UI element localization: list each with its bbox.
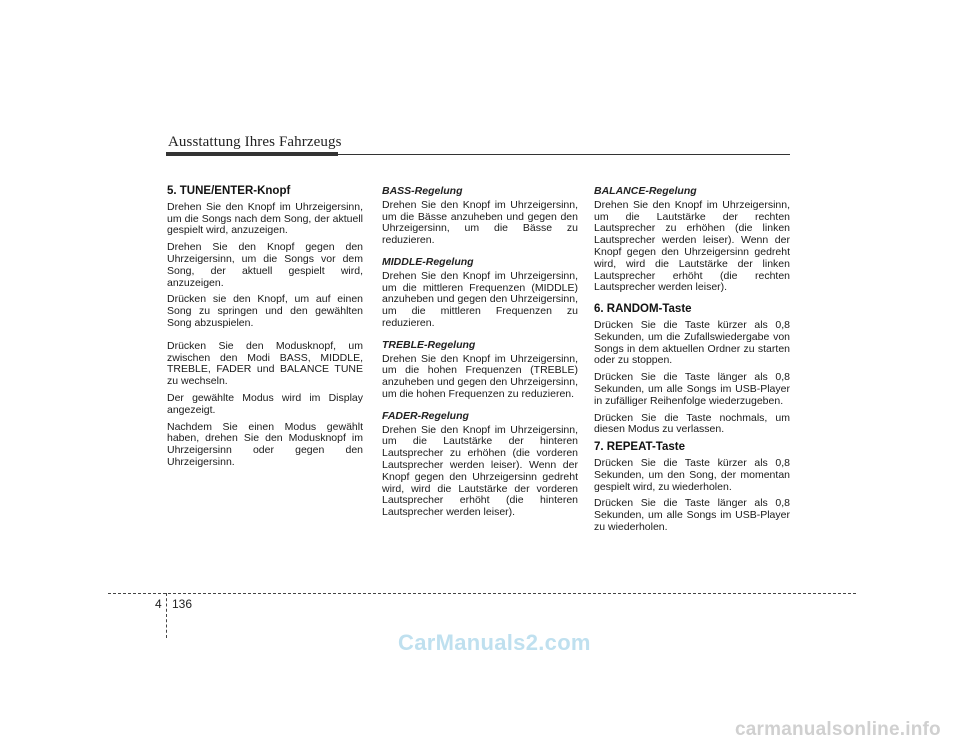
column-1 [167,186,363,474]
repeat-paragraph-1: Drücken Sie die Taste kürzer als 0,8 Sekunden, um den Song, der momentan gespielt wird, zu wiederholen. [594,456,790,493]
random-paragraph-1: Drücken Sie die Taste kürzer als 0,8 Sekunden, um die Zufallswiedergabe von Songs in dem aktuellen Ordner zu starten oder zu stoppen. [594,318,790,367]
fader-text: Drehen Sie den Knopf im Uhrzeigersinn, um die Lautstärke der hinteren Lautsprecher zu erhöhen (die vorderen Lautsprecher werden leiser). Wenn der Knopf gegen den Uhrzeigersinn gedreht wird, wird die Lautstärke der vorderen Lautsprecher erhöht (die hinteren Lautsprecher werden leiser). [382,423,578,519]
header-rule [166,154,790,155]
treble-text: Drehen Sie den Knopf im Uhrzeigersinn, um die hohen Frequenzen (TREBLE) anzuheben und gegen den Uhrzeigersinn, um die hohen Frequenzen zu reduzieren. [382,352,578,400]
treble-section [382,340,578,401]
random-paragraph-3: Drücken Sie die Taste nochmals, um diesen Modus zu verlassen. [594,411,790,436]
chapter-number: 4 [155,597,162,611]
random-paragraph-2: Drücken Sie die Taste länger als 0,8 Sekunden, um alle Songs im USB-Player in zufälliger Reihenfolge wiederzugeben. [594,371,790,407]
bass-text: Drehen Sie den Knopf im Uhrzeigersinn, um die Bässe anzuheben und gegen den Uhrzeigersinn, um die Bässe zu reduzieren. [382,198,578,247]
tune-paragraph-3: Drücken sie den Knopf, um auf einen Song zu springen und den gewählten Song abzuspielen. [167,293,363,329]
balance-text: Drehen Sie den Knopf im Uhrzeigersinn, um die Lautstärke der rechten Lautsprecher zu erhöhen (die linken Lautsprecher werden leiser). Wenn der Knopf gegen den Uhrzeigersinn gedreht wird, wird die Lautstärke der linken Lautsprecher erhöht (die rechten Lautsprecher werden leiser). [594,198,790,294]
treble-heading: TREBLE-Regelung [382,338,476,351]
middle-section [382,257,578,330]
balance-section [594,186,790,294]
footer-dashed-rule [108,593,856,594]
watermark-carmanuals2: CarManuals2.com [398,630,591,655]
tune-enter-heading: 5. TUNE/ENTER-Knopf [167,185,291,197]
tune-paragraph-2: Drehen Sie den Knopf gegen den Uhrzeigersinn, um die Songs vor dem Song, der aktuell gespielt wird, anzuzeigen. [167,241,363,289]
tune-paragraph-1: Drehen Sie den Knopf im Uhrzeigersinn, um die Songs nach dem Song, der aktuell gespielt wird, anzuzeigen. [167,200,363,237]
tune-paragraph-4: Drücken Sie den Modusknopf, um zwischen den Modi BASS, MIDDLE, TREBLE, FADER und BALANCE TUNE zu wechseln. [167,339,363,388]
balance-heading: BALANCE-Regelung [594,185,697,197]
repeat-paragraph-2: Drücken Sie die Taste länger als 0,8 Sekunden, um alle Songs im USB-Player zu wiederholen. [594,497,790,533]
bass-heading: BASS-Regelung [382,185,463,197]
middle-heading: MIDDLE-Regelung [382,255,474,268]
fader-section [382,411,578,519]
footer-dashed-divider [166,593,167,638]
column-2 [382,186,578,529]
random-heading: 6. RANDOM-Taste [594,303,692,316]
middle-text: Drehen Sie den Knopf im Uhrzeigersinn, um die mittleren Frequenzen (MIDDLE) anzuheben und gegen den Uhrzeigersinn, um die mittleren Frequenzen zu reduzieren. [382,269,578,329]
bass-section [382,186,578,247]
tune-paragraph-6: Nachdem Sie einen Modus gewählt haben, drehen Sie den Modusknopf im Uhrzeigersinn oder gegen den Uhrzeigersinn. [167,420,363,468]
repeat-heading: 7. REPEAT-Taste [594,441,685,454]
page-number: 136 [172,597,193,611]
column-3 [594,186,790,539]
tune-paragraph-5: Der gewählte Modus wird im Display angezeigt. [167,391,363,416]
header-title: Ausstattung Ihres Fahrzeugs [168,134,342,150]
fader-heading: FADER-Regelung [382,409,469,422]
watermark-carmanualsonline: carmanualsonline.info [735,719,941,740]
